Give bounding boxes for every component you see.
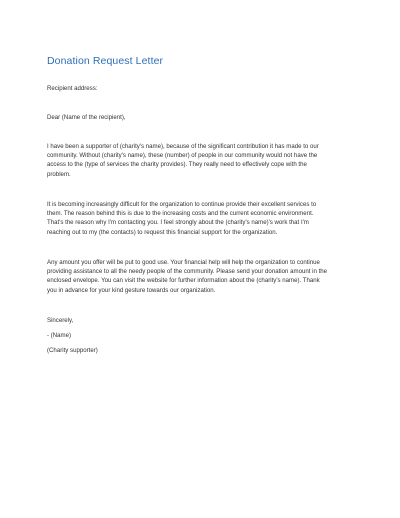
paragraph-3-line: Any amount you offer will be put to good use. Your financial help will help the organization to continue bbox=[47, 259, 320, 266]
paragraph-1-line: problem. bbox=[47, 170, 71, 178]
paragraph-3 bbox=[47, 258, 367, 295]
paragraph-2 bbox=[47, 200, 367, 237]
paragraph-3-line: enclosed envelope. You can visit the website for further information about the (charity's name). Thank bbox=[47, 277, 320, 285]
signature-name: - (Name) bbox=[47, 332, 72, 339]
paragraph-1-line: community. Without (charity's name), these (number) of people in our community would not have the bbox=[47, 152, 318, 160]
paragraph-2-line: reaching out to my (the contacts) to request this financial support for the organization. bbox=[47, 228, 278, 236]
signature-role: (Charity supporter) bbox=[47, 347, 98, 354]
paragraph-2-line: It is becoming increasingly difficult for the organization to continue provide their excellent services to bbox=[47, 201, 317, 208]
salutation: Dear (Name of the recipient), bbox=[47, 114, 126, 121]
paragraph-1 bbox=[47, 142, 367, 179]
paragraph-1-line: I have been a supporter of (charity's name), because of the significant contribution it has made to our bbox=[47, 143, 319, 150]
paragraph-1-line: access to the (type of services the charity provides). They really need to effectively cope with the bbox=[47, 161, 307, 169]
paragraph-2-line: them. The reason behind this is due to the increasing costs and the current economic environment. bbox=[47, 210, 314, 218]
closing: Sincerely, bbox=[47, 317, 74, 324]
paragraph-3-line: you in advance for your kind gesture towards our organization. bbox=[47, 286, 216, 294]
paragraph-3-line: providing assistance to all the needy people of the community. Please send your donation amount in the bbox=[47, 268, 328, 276]
paragraph-2-line: That's the reason why I'm contacting you. I feel strongly about the (charity's name)'s work that I'm bbox=[47, 219, 309, 227]
letter-title: Donation Request Letter bbox=[47, 55, 164, 67]
recipient-address-label: Recipient address: bbox=[47, 85, 98, 92]
